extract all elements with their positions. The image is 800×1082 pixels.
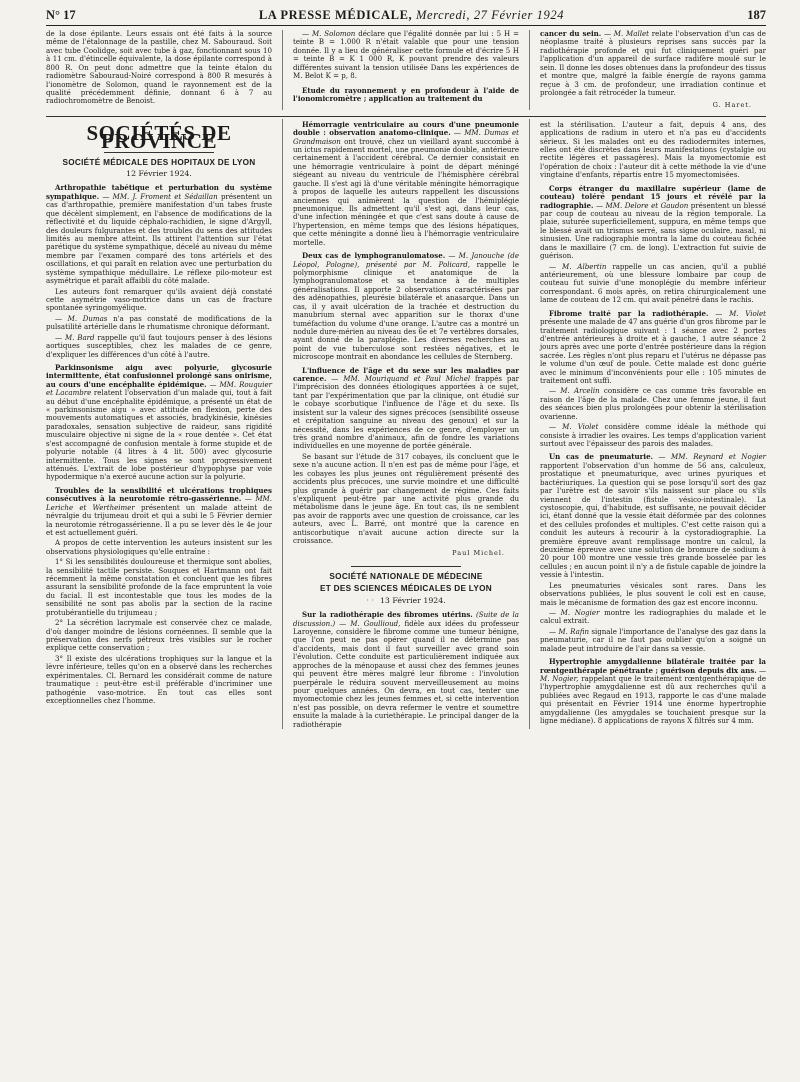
article (293, 367, 519, 558)
author: — MM. Dumas et Grandmaison (293, 128, 519, 146)
column-rule (529, 30, 530, 110)
article-title: Etude du rayonnement γ en profondeur à l'aide de l'ionomicromètre ; application au traitement du (293, 85, 519, 103)
paragraph: fidèle aux idées du professeur Laroyenne, considère le fibrome comme une tumeur bénigne, que l'on peut ne pas opérer quand il ne détermine pas d'accidents, mais dont il faut surveiller avec grand soin l'évolution. Cette conduite est particulièrement indiquée aux approches de la ménopause et aussi chez des femmes jeunes qui peuvent être mères malgré leur fibrome : l'involution puerpérale le réduira souvent merveilleusement au moins pour quelques années. On devra, en tout cas, tenter une myomectomie chez les jeunes femmes et, si cette intervention n'est pas possible, on devra refermer le ventre et soumettre ensuite la malade à la curiethérapie. Le principal danger de la radiothérapie (293, 618, 520, 729)
author: — M. Nogier, (540, 665, 766, 683)
author: — M. Bard (55, 332, 95, 342)
title-rule (351, 566, 461, 567)
paragraph: rappelle qu'il faut toujours penser à des lésions aortiques susceptibles, chez les malades de ce genre, d'expliquer les différences d'un côté à l'autre. (46, 332, 272, 359)
author: — MM. Reynard et Nogier (658, 452, 766, 462)
author: — M. Mallet (603, 29, 649, 38)
author: — MM. Delore et Gaudon (595, 200, 689, 210)
society-name: ET DES SCIENCES MÉDICALES DE LYON (319, 584, 492, 594)
paragraph: A propos de cette intervention les auteurs insistent sur les observations physiologiques qu'elle entraîne : (46, 538, 272, 556)
author: — M. Albertin (549, 261, 607, 271)
article-title: Hémorragie ventriculaire au cours d'une pneumonie double : observation anatomo-clinique. (293, 119, 519, 138)
section-title: SOCIÉTÉS DE PROVINCE (86, 120, 232, 154)
paragraph: Les auteurs font remarquer qu'ils avaient déjà constaté cette asymétrie vaso-motrice dans un cas de fracture spontanée syringomyélique. (46, 286, 272, 313)
top-continuation (46, 30, 766, 110)
session-date (293, 597, 519, 605)
article-title: Parkinsonisme aigu avec polyurie, glycosurie intermittente, état confusionnel prolongé sans onirisme, au cours d'une encéphalite épidémique. (46, 362, 272, 389)
article-title: Fibrome traité par la radiothérapie. (549, 308, 709, 318)
paragraph: 2° La sécrétion lacrymale est conservée chez ce malade, d'où danger moindre de lésions cornéennes. Il semble que la préservation des nerfs pétreux très visibles sur le rocher explique cette conservation ; (46, 618, 272, 653)
bottom-columns (46, 119, 766, 729)
article-title: Sur la radiothérapie des fibromes utérins. (302, 610, 473, 620)
paragraph: frappés par l'imprécision des données étiologiques apportées à ce sujet, tant par l'expérimentation que par la clinique, ont étudié sur le cobaye scorbutique l'influence de l'âge et du sexe. Ils insistent sur la valeur des signes précoces (sensibilité osseuse et crépitation sanguine au niveau des genoux) et sur la nécessité, dans les expériences de ce genre, d'employer un très grand nombre d'animaux, afin de fondre les variations individuelles en une moyenne de portée générale. (293, 374, 519, 451)
article-title: L'influence de l'âge et du sexe sur les maladies par carence. (293, 365, 519, 384)
paragraph: considère comme idéale la méthode qui consiste à irradier les ovaires. Les temps d'application varient surtout avec l'épaisseur des parois des malades. (540, 422, 766, 448)
article (293, 611, 519, 729)
column-1 (46, 119, 272, 729)
paragraph: présentent un malade atteint de névralgie du trijumeau droit et qui a subi le 5 Février dernier la neurotomie rétrogassérienne. Il a pu se lever dès le 4e jour et est actuellement guéri. (46, 502, 272, 537)
paragraph: signale l'importance de l'analyse des gaz dans la pneumaturie, car il ne faut pas oublier qu'on a soigné un malade peut introduire de l'air dans sa vessie. (540, 626, 767, 653)
paragraph: Les pneumaturies vésicales sont rares. Dans les observations publiées, le plus souvent le coli est en cause, mais le mécanisme de formation des gaz est encore inconnu. (540, 580, 766, 607)
article (46, 184, 272, 358)
paragraph: n'a pas constaté de modifications de la pulsatilité artérielle dans le rhumatisme chronique déformant. (46, 313, 272, 332)
column-rule (529, 119, 530, 729)
paragraph: Se basant sur l'étude de 317 cobayes, ils concluent que le sexe n'a aucune action. Il n'en est pas de même pour l'âge, et les cobayes les plus jeunes ont régulièrement présenté des accidents plus précoces, une survie moindre et une difficulté plus grande à guérir par changement de régime. Ces faits s'expliquent peut-être par une activité plus grande du métabolisme dans le jeune âge. En tout cas, ils ne semblent pas avoir de rapports avec une question de croissance, car les auteurs, avec L. Barré, ont montré que la carence en antiscorbutique n'avait aucune action directe sur la croissance. (293, 451, 519, 546)
signature: Paul Michel. (452, 549, 505, 558)
article (46, 364, 272, 482)
author: — M. Rafin (549, 626, 590, 636)
article-title: cancer du sein. (540, 29, 602, 38)
paragraph: rappelant que le traitement rœntgenthérapique de l'hypertrophie amygdalienne est dû aux recherches qu'il a publiées avec Regaud en 1913, rapporte le cas d'une malade qui présentait en Février 1914 une énorme hypertrophie amygdalienne (les amygdales se touchaient presque sur la ligne médiane). 8 applications de rayons X filtrés sur 4 mm. (540, 673, 767, 726)
author: — M. Solomon (302, 29, 356, 38)
page-number: 187 (747, 8, 766, 22)
paragraph: considère ce cas comme très favorable en raison de l'âge de la malade. Chez une femme jeune, il faut des séances bien plus prolongées pour obtenir la stérilisation ovarienne. (540, 386, 766, 421)
article (540, 310, 766, 449)
signature: G. Haret. (712, 101, 752, 110)
article-title: Un cas de pneumaturie. (549, 452, 654, 462)
issue-number: N° 17 (46, 8, 76, 22)
paragraph: est la stérilisation. L'auteur a fait, depuis 4 ans, des applications de radium in utero et n'a pas eu d'accidents sérieux. Si les malades ont eu des radiodermites internes, elles ont été discrètes dans leurs manifestations (cystalgie ou rectite légères et passagères). Mais la myomectomie est l'opération de choix : l'auteur dit à cette méthode la vie d'une vingtaine d'enfants, répartis entre 15 myomectomisées. (540, 119, 766, 180)
column-rule (282, 30, 283, 110)
top-column-2 (293, 30, 519, 110)
journal-title: LA PRESSE MÉDICALE, (258, 8, 413, 22)
paragraph: montre les radiographies du malade et le calcul extrait. (540, 608, 767, 626)
journal-masthead (259, 8, 564, 23)
issue-date: Mercredi, 27 Février 1924 (416, 8, 565, 22)
article (540, 453, 766, 653)
running-head (46, 8, 766, 26)
author: — M. Nogier (549, 608, 600, 617)
column-2 (293, 119, 519, 729)
article-title: Deux cas de lymphogranulomatose. (302, 251, 446, 261)
paragraph: 3° Il existe des ulcérations trophiques sur la langue et la lèvre inférieure, telles qu'on en a observé dans les recherches expérimentales. Cl. Bernard les considérait comme de nature traumatique : peut-être est-il préférable d'incriminer une pathogénie vaso-motrice. En tout cas elles sont exceptionnelles chez l'homme. (46, 653, 272, 705)
author: — MM. Rouquier et Lacambre (46, 379, 272, 398)
society-name: SOCIÉTÉ MÉDICALE DES HOPITAUX DE LYON (62, 157, 256, 167)
article-title: Corps étranger du maxillaire supérieur (lame de couteau) toléré pendant 15 jours et révélé par la radiographie. (540, 183, 766, 210)
column-3 (540, 119, 766, 729)
paragraph: présentent un blessé par coup de couteau au niveau de la région temporale. La plaie, suturée superficiellement, suppura, en même temps que le blessé avait un trismus serré, sans signe oculaire, nasal, ni sinusien. Une radiographie montra la lame du couteau fichée dans le maxillaire (7 cm. de long). L'extraction fut suivie de guérison. (540, 200, 766, 261)
session-date-text: 13 Février 1924. (379, 595, 446, 605)
paragraph: relatent l'observation d'un malade qui, tout à fait au début d'une encéphalite épidémique, a présenté un état de « parkinsonisme aigu » avec attitude en flexion, perte des mouvements automatiques et associés, bradykinésie, kinésies paradoxales, sensation subjective de raideur, sans rigidité musculaire objective ni signe de la « roue dentée ». Cet état s'est accompagné de confusion mentale à forme stupide et de polyurie notable (4 litres à 4 lit. 500) avec glycosurie intermittente. Tous les signes se sont progressivement atténués. L'extrait de lobe postérieur d'hypophyse par voie hypodermique n'a exercé aucune action sur la polyurie. (46, 388, 272, 482)
paragraph: rapportent l'observation d'un homme de 56 ans, calculeux, prostatique et pneumaturique, avec urines pyuriques et bactériuriques. La question qui se pose lorsqu'il sort des gaz par l'urètre est de savoir s'ils naissent sur place ou s'ils viennent de l'intestin (fistule vésico-intestinale). La cystoscopie, qui, d'habitude, est suffisante, ne pouvait décider ici, étant donné que la vessie était déformée par des colonnes et des cellules profondes et multiples. C'est cette raison qui a conduit les auteurs à recourir à la cystoradiographie. La première épreuve avant remplissage montre un calcul, la deuxième épreuve avec une solution de bromure de sodium à 20 pour 100 montre une vessie très grande bosselée par les cellules ; en aucun point il n'y a de fistule capable de joindre la vessie à l'intestin. (540, 460, 766, 580)
section-divider (46, 116, 766, 117)
author: — MM. Mouriquand et Paul Michel (331, 374, 471, 384)
paragraph: déclare que l'égalité donnée par lui : 5 H = teinte B = 1.000 R n'était valable que pour une tension donnée. Il y a lieu de généraliser cette formule et d'écrire 5 H = teinte B = K 1 000 R, K pouvant prendre des valeurs différentes suivant la tension utilisée Dans les expériences de M. Belot K = p, 8. (293, 29, 519, 81)
author: — MM. Leriche et Wertheimer (46, 494, 272, 512)
article-title: Troubles de la sensibilité et ulcérations trophiques consécutives à la neurotomie rétro-gassérienne. (46, 485, 272, 504)
paragraph: relate l'observation d'un cas de néoplasme traité à plusieurs reprises sans succès par la radiothérapie profonde et qui fut cliniquement guéri par l'application d'un appareil de surface radifère moulé sur le sein. Il donne les doses obtenues dans la profondeur des tissus et montre que, malgré la faible énergie de rayons gamma reçue à 3 cm. de profondeur, une irradiation continue et prolongée a fait rétrocéder la tumeur. (540, 29, 766, 97)
author: — M. Goullioud, (339, 618, 401, 628)
paragraph: ont trouvé, chez un vieillard ayant succombé à un ictus rapidement mortel, une pneumonie double, antérieure certainement à l'accident cérébral. Ce dernier consistait en une hémorragie ventriculaire à point de départ méningé siégeant au niveau du ventricule de l'hémisphère cérébral gauche. Il s'est agi là d'une véritable méningite hémorragique à propos de laquelle les auteurs rappellent les discussions anciennes qui animèrent la question de l'hémiplégie pneumonique. Ils admettent qu'il s'est agi, dans leur cas, d'une infection méningée et que c'est sans doute à cause de l'hypertension, en même temps que des lésions hépatiques, que cette méningite a donné lieu à l'hémorragie ventriculaire mortelle. (293, 136, 520, 247)
article (540, 658, 766, 725)
article (46, 487, 272, 706)
article (293, 252, 519, 361)
session-date: 12 Février 1924. (126, 169, 192, 179)
article (293, 121, 519, 247)
ornament-icon: · · (366, 595, 374, 605)
column-rule (282, 119, 283, 729)
paragraph: rappelle le polymorphisme clinique et anatomique de la lymphogranulomatose et sa tendance à de multiples généralisations. Il apporte 2 observations caractérisées par des adénopathies, pleurésie bilatérale et anasarque. Dans un cas, il y avait ulcération de la trachée et destruction du manubrium sternal avec apparition sur le thorax d'une tuméfaction du volume d'une orange. L'autre cas a montré un nodule dure-mérien au niveau des 6e et 7e vertèbres dorsales, ayant donné de la paraplégie. Les diverses recherches au point de vue tuberculose sont restées négatives, et le microscope montrait en abondance les cellules de Sternberg. (293, 259, 519, 362)
paragraph: présentent un cas d'arthropathie, première manifestation d'un tabes fruste que décèlent simplement, en l'absence de modifications de la réflectivité et du liquide céphalo-rachidien, le signe d'Argyll, des douleurs fulgurantes et des troubles du sens des attitudes limités au membre atteint. Ils attirent l'attention sur l'état parétique du système sympathique, décelé au niveau du même membre par l'examen comparé des tons artériels et des oscillations, et qui paraît en relation avec une perturbation du système sympathique médullaire. Le réflexe pilo-moteur est asymétrique et paraît affaibli du côté malade. (46, 191, 273, 286)
author: — M. Violet (549, 422, 599, 432)
author: — M. Violet (715, 308, 766, 318)
paragraph: présente une malade de 47 ans guérie d'un gros fibrome par le traitement radiologique suivant : 1 séance avec 2 portes d'entrée antérieures à droite et à gauche, 1 autre séance 2 jours après avec une porte d'entrée postérieure dans la région sacrée. Les règles n'ont plus reparu et l'utérus ne dépasse pas le volume d'un œuf de poule. Cette malade est donc guérie avec le minimum d'inconvénients pour elle : 105 minutes de traitement ont suffi. (540, 317, 766, 386)
society-name: SOCIÉTÉ NATIONALE DE MÉDECINE (329, 571, 483, 581)
author: — M. Arcelin (549, 386, 600, 396)
top-column-3 (540, 30, 766, 110)
author: — MM. J. Froment et Sédaillan (102, 191, 218, 201)
paragraph: de la dose épilante. Leurs essais ont été faits à la source même de l'étalonnage de la pastille, chez M. Sabouraud. Soit avec tube Coolidge, soit avec tube à gaz, fonctionnant sous 10 à 11 cm. d'étincelle équivalente, la dose épilante correspond à 800 R. On peut donc admettre que la teinte étalon du radiomètre Sabouraud-Noiré correspond à 800 R mesurés à l'ionomètre de Solomon, quand le rayonnement est de la qualité précédemment définie, donnant 6 à 7 au radiochromomètre de Benoist. (46, 29, 272, 106)
article-title: Arthropathie tabétique et perturbation du système sympathique. (46, 183, 272, 201)
paragraph: rappelle un cas ancien, qu'il a publié antérieurement, où une blessure lombaire par coup de couteau fut suivie d'une monoplégie du membre inférieur correspondant. 6 mois après, on retira chirurgicalement une lame de couteau de 12 cm. qui avait pénétré dans le rachis. (540, 261, 767, 305)
top-column-1 (46, 30, 272, 110)
article (540, 185, 766, 305)
article-title: Hypertrophie amygdalienne bilatérale traitée par la rœntgenthérapie pénétrante ; guérison depuis dix ans. (540, 657, 766, 675)
paragraph: 1° Si les sensibilités douloureuse et thermique sont abolies, la sensibilité tactile persiste. Souques et Hartmann ont fait récemment la même constatation et concluent que les fibres assurant la sensibilité profonde de la face empruntent la voie du facial. Il est incontestable que tous les modes de la sensibilité ne sont pas abolis par la section de la racine protubérantielle du trijumeau ; (46, 557, 272, 617)
author: — M. Janouche (de Léopol, Pologne), présenté par M. Policard, (293, 251, 519, 269)
author: — M. Dumas (55, 313, 108, 323)
article-subtitle: (Suite de la discussion.) (293, 610, 519, 628)
